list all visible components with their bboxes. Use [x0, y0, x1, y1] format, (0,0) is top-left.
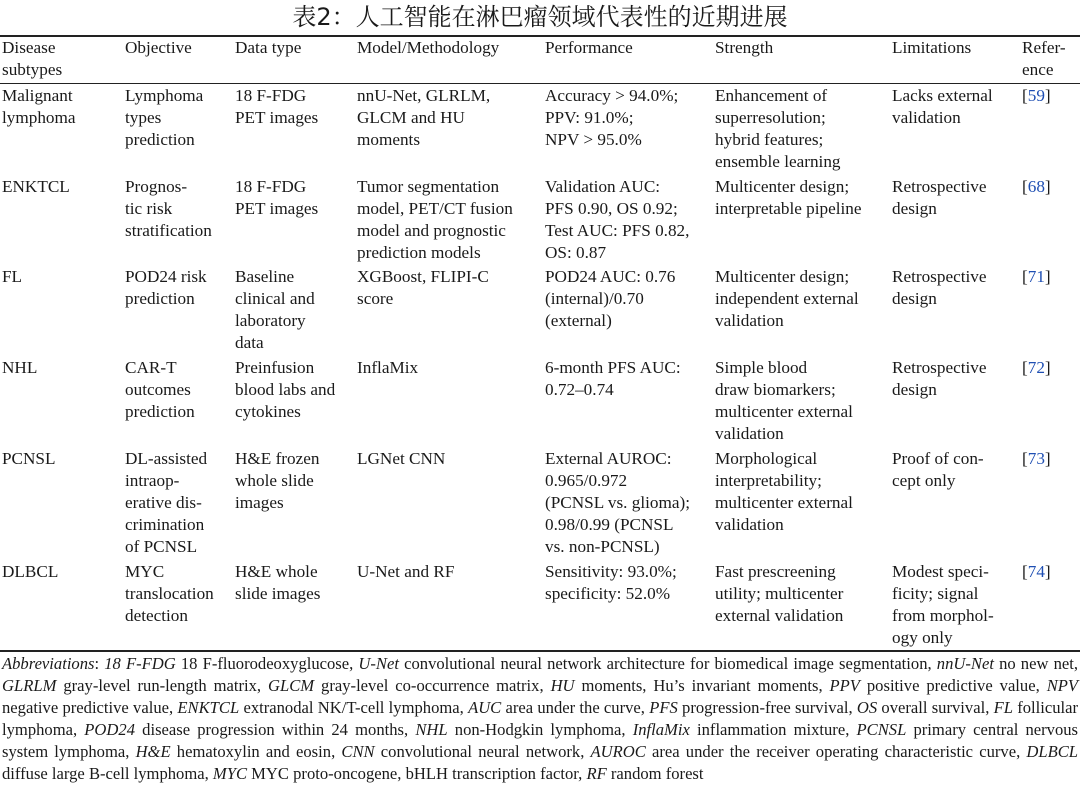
abbreviation-term: AUC — [468, 698, 502, 717]
column-header-objective: Objective — [125, 38, 192, 57]
table-cell-limitations: Retrospective design — [892, 358, 987, 399]
abbreviation-definition: gray-level run-length matrix — [56, 676, 257, 695]
abbreviation-definition: non-Hodgkin lymphoma — [447, 720, 622, 739]
abbreviation-term: GLCM — [268, 676, 315, 695]
table-caption: 表2：人工智能在淋巴瘤领域代表性的近期进展 — [292, 3, 788, 31]
table-cell-limitations: Proof of con- cept only — [892, 449, 984, 490]
abbreviation-definition: progression-free survival — [677, 698, 849, 717]
abbreviation-definition: primary central nervous system lymphoma — [2, 720, 1079, 761]
reference-link[interactable]: 73 — [1027, 449, 1045, 468]
table-cell-limitations: Retrospective design — [892, 177, 987, 218]
abbreviation-term: DLBCL — [1026, 742, 1079, 761]
table-cell-objective: DL-assisted intraop- erative dis- crimination of PCNSL — [125, 449, 208, 556]
abbreviation-definition: area under the curve — [501, 698, 641, 717]
abbreviation-term: FL — [993, 698, 1013, 717]
table-cell-performance: Sensitivity: 93.0%; specificity: 52.0% — [545, 562, 677, 603]
reference-link[interactable]: 72 — [1027, 358, 1045, 377]
bottom-rule — [0, 650, 1080, 652]
abbreviation-term: InflaMix — [632, 720, 690, 739]
abbreviation-term: H&E — [135, 742, 171, 761]
table-cell-performance: 6-month PFS AUC: 0.72–0.74 — [545, 358, 681, 399]
column-header-model: Model/Methodology — [357, 38, 500, 57]
abbreviation-term: MYC — [212, 764, 248, 783]
abbreviation-term: ENKTCL — [177, 698, 240, 717]
table-cell-model: U-Net and RF — [357, 562, 455, 581]
table-cell-objective: MYC translocation detection — [125, 562, 214, 625]
table-cell-data-type: H&E whole slide images — [235, 562, 321, 603]
abbreviation-definition: random forest — [606, 764, 704, 783]
column-header-strength: Strength — [715, 38, 774, 57]
abbreviation-definition: positive predictive value — [859, 676, 1036, 695]
abbreviation-term: 18 F-FDG — [104, 654, 176, 673]
table-cell-reference[interactable]: [74] — [1022, 562, 1051, 581]
abbreviations-footnote: Abbreviations: 18 F-FDG 18 F-fluorodeoxyglucose, U-Net convolutional neural network architecture for biomedical image segmentation, nnU-Net no new net, GLRLM gray-level run-length matrix, GLCM gray-level co-occurrence matrix, HU moments, Hu’s invariant moments, PPV positive predictive value, NPV negative predictive value, ENKTCL extranodal NK/T-cell lymphoma, AUC area under the curve, PFS progression-free survival, OS overall survival, FL follicular lymphoma, POD24 disease progression within 24 months, NHL non-Hodgkin lymphoma, InflaMix inflammation mixture, PCNSL primary central nervous system lymphoma, H&E hematoxylin and eosin, CNN convolutional neural network, AUROC area under the receiver operating characteristic curve, DLBCL diffuse large B-cell lymphoma, MYC MYC proto-oncogene, bHLH transcription factor, RF random forest — [2, 654, 1079, 783]
abbreviation-definition: area under the receiver operating characteristic curve — [645, 742, 1017, 761]
abbreviation-definition: convolutional neural network architecture for biomedical image segmentation — [398, 654, 928, 673]
table-cell-disease: Malignant lymphoma — [2, 86, 76, 127]
table-cell-performance: Accuracy > 94.0%; PPV: 91.0%; NPV > 95.0% — [545, 86, 679, 149]
table-cell-model: InflaMix — [357, 358, 419, 377]
abbreviation-term: RF — [586, 764, 607, 783]
table-cell-performance: Validation AUC: PFS 0.90, OS 0.92; Test AUC: PFS 0.82, OS: 0.87 — [545, 177, 690, 262]
table-cell-limitations: Retrospective design — [892, 267, 987, 308]
abbreviations-label: Abbreviations — [2, 654, 95, 673]
abbreviation-definition: disease progression within 24 months — [135, 720, 405, 739]
table-cell-disease: NHL — [2, 358, 38, 377]
table-cell-reference[interactable]: [68] — [1022, 177, 1051, 196]
table-cell-strength: Morphological interpretability; multicenter external validation — [715, 449, 853, 534]
abbreviation-definition: inflammation mixture — [689, 720, 846, 739]
table-cell-model: Tumor segmentation model, PET/CT fusion model and prognostic prediction models — [357, 177, 513, 262]
abbreviation-definition: follicular lymphoma — [2, 698, 1079, 739]
abbreviation-definition: 18 F-fluorodeoxyglucose — [175, 654, 350, 673]
table-cell-disease: ENKTCL — [2, 177, 70, 196]
table-cell-objective: POD24 risk prediction — [125, 267, 207, 308]
abbreviation-term: U-Net — [358, 654, 399, 673]
table-cell-data-type: H&E frozen whole slide images — [235, 449, 320, 512]
table-cell-data-type: 18 F-FDG PET images — [235, 86, 319, 127]
abbreviation-term: GLRLM — [2, 676, 57, 695]
table-cell-objective: Prognos- tic risk stratification — [125, 177, 212, 240]
abbreviation-definition: gray-level co-occurrence matrix — [314, 676, 540, 695]
table-cell-strength: Multicenter design; interpretable pipeline — [715, 177, 862, 218]
column-header-reference: Refer- ence — [1022, 38, 1066, 79]
table-cell-strength: Fast prescreening utility; multicenter external validation — [715, 562, 844, 625]
table-cell-reference[interactable]: [71] — [1022, 267, 1051, 286]
table-cell-objective: CAR-T outcomes prediction — [125, 358, 195, 421]
abbreviation-definition: hematoxylin and eosin — [170, 742, 332, 761]
table-cell-strength: Multicenter design; independent external validation — [715, 267, 859, 330]
abbreviation-definition: overall survival — [877, 698, 986, 717]
table-cell-objective: Lymphoma types prediction — [125, 86, 204, 149]
abbreviation-term: PPV — [829, 676, 860, 695]
table-cell-limitations: Lacks external validation — [892, 86, 993, 127]
table-cell-disease: FL — [2, 267, 23, 286]
column-header-limitations: Limitations — [892, 38, 972, 57]
table-cell-model: XGBoost, FLIPI-C score — [357, 267, 489, 308]
table-cell-strength: Simple blood draw biomarkers; multicenter external validation — [715, 358, 853, 443]
table-cell-disease: PCNSL — [2, 449, 56, 468]
abbreviation-term: HU — [550, 676, 575, 695]
table-cell-reference[interactable]: [73] — [1022, 449, 1051, 468]
table-cell-data-type: Baseline clinical and laboratory data — [235, 267, 315, 352]
abbreviation-term: AUROC — [590, 742, 646, 761]
table-cell-disease: DLBCL — [2, 562, 59, 581]
column-header-data-type: Data type — [235, 38, 302, 57]
abbreviation-term: CNN — [341, 742, 375, 761]
reference-link[interactable]: 68 — [1027, 177, 1045, 196]
abbreviation-definition: no new net — [993, 654, 1074, 673]
abbreviation-term: PCNSL — [856, 720, 907, 739]
abbreviation-term: NPV — [1046, 676, 1079, 695]
abbreviation-term: POD24 — [84, 720, 135, 739]
abbreviation-definition: MYC proto-oncogene, bHLH transcription factor — [247, 764, 579, 783]
abbreviation-definition: convolutional neural network — [374, 742, 581, 761]
abbreviation-definition: negative predictive value — [2, 698, 169, 717]
table-cell-performance: External AUROC: 0.965/0.972 (PCNSL vs. glioma); 0.98/0.99 (PCNSL vs. non-PCNSL) — [545, 449, 690, 556]
header-rule — [0, 83, 1080, 84]
table-cell-reference[interactable]: [72] — [1022, 358, 1051, 377]
column-header-disease: Disease subtypes — [2, 38, 63, 79]
abbreviation-term: PFS — [649, 698, 678, 717]
column-header-performance: Performance — [545, 38, 633, 57]
table-cell-reference[interactable]: [59] — [1022, 86, 1051, 105]
abbreviation-term: nnU-Net — [936, 654, 994, 673]
reference-link[interactable]: 71 — [1027, 267, 1045, 286]
table-cell-strength: Enhancement of superresolution; hybrid features; ensemble learning — [715, 86, 841, 171]
table-cell-model: nnU-Net, GLRLM, GLCM and HU moments — [357, 86, 491, 149]
abbreviation-definition: diffuse large B-cell lymphoma — [2, 764, 205, 783]
reference-link[interactable]: 59 — [1027, 86, 1045, 105]
table-cell-performance: POD24 AUC: 0.76 (internal)/0.70 (external) — [545, 267, 676, 330]
table-cell-data-type: 18 F-FDG PET images — [235, 177, 319, 218]
reference-link[interactable]: 74 — [1027, 562, 1045, 581]
abbreviation-definition: extranodal NK/T-cell lymphoma — [239, 698, 460, 717]
abbreviation-term: OS — [856, 698, 878, 717]
table-cell-model: LGNet CNN — [357, 449, 446, 468]
table-cell-limitations: Modest speci- ficity; signal from morphol- ogy only — [892, 562, 994, 647]
abbreviation-term: NHL — [415, 720, 448, 739]
abbreviation-definition: moments, Hu’s invariant moments — [574, 676, 819, 695]
table-cell-data-type: Preinfusion blood labs and cytokines — [235, 358, 336, 421]
